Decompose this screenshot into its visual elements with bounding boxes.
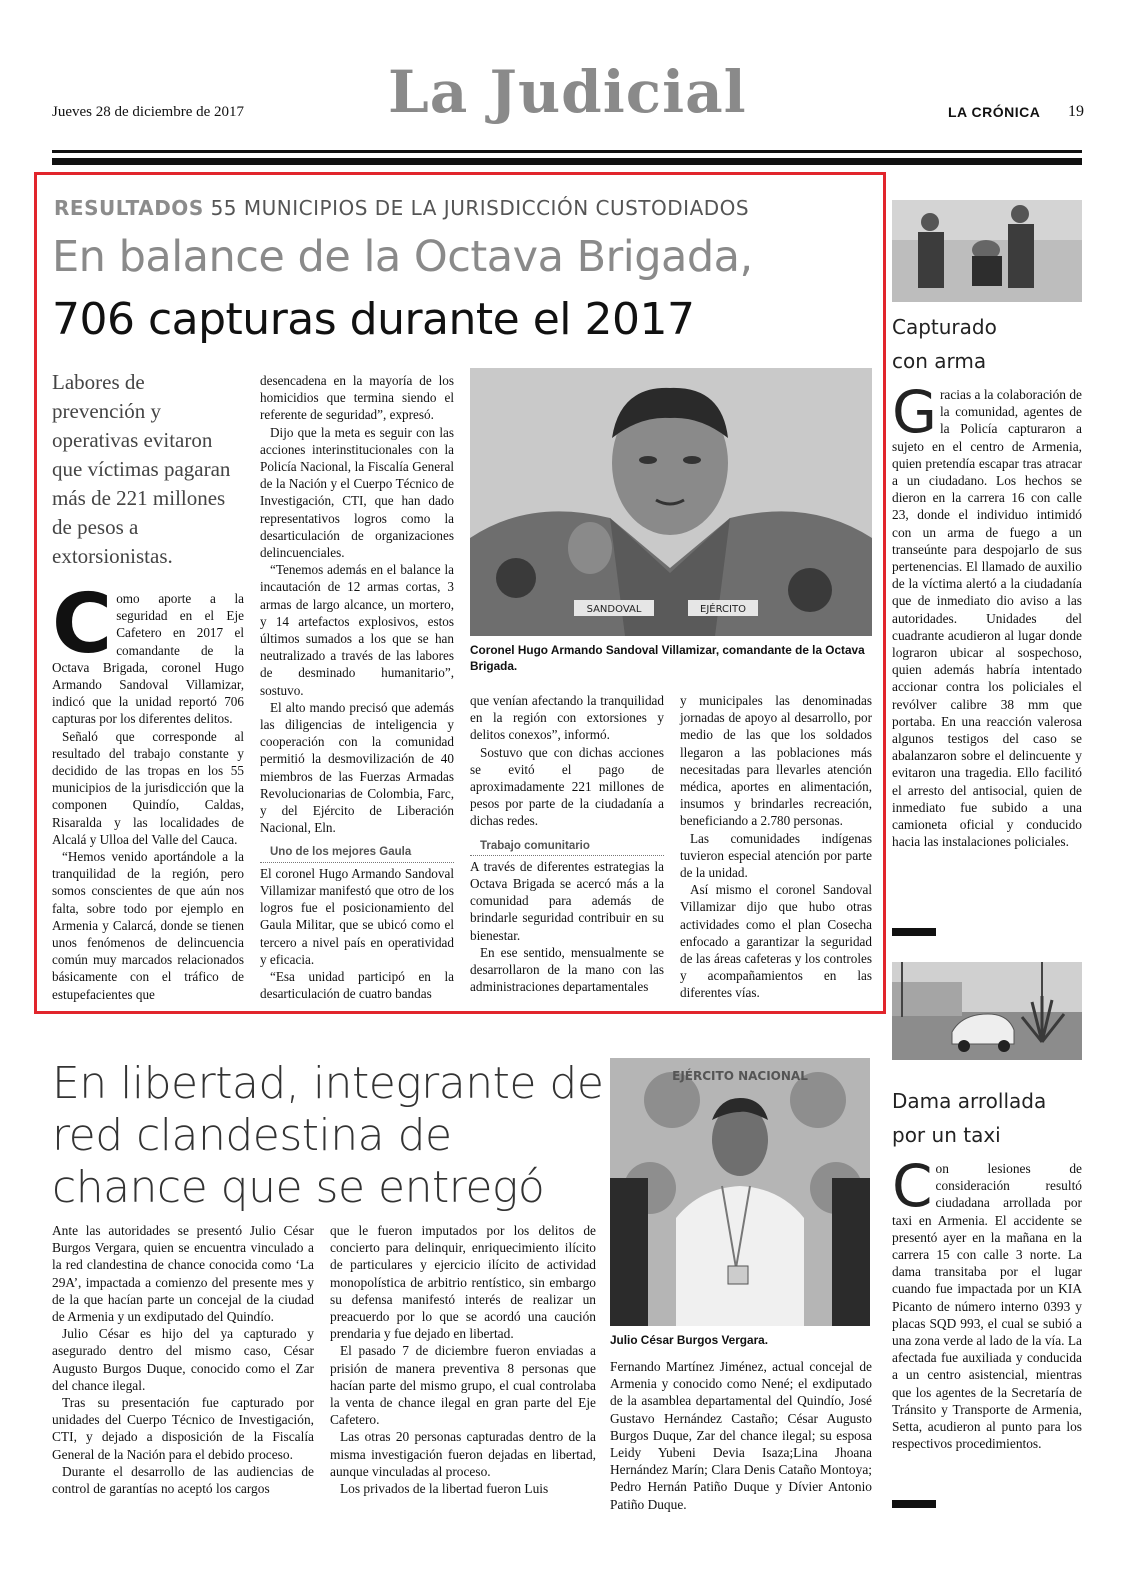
- kicker-text: 55 MUNICIPIOS DE LA JURISDICCIÓN CUSTODIADOS: [210, 196, 750, 220]
- sidebar1-title-line1: Capturado: [892, 315, 997, 339]
- main-column-2: [260, 372, 454, 1002]
- paragraph: Durante el desarrollo de las audiencias de control de garantías no aceptó los cargos: [52, 1463, 314, 1497]
- sidebar2-title: [892, 1084, 1046, 1152]
- drop-cap: C: [892, 1152, 933, 1220]
- headline-line-2: 706 capturas durante el 2017: [52, 294, 695, 345]
- burgos-photo-illustration: [610, 1058, 870, 1326]
- paragraph: que venían afectando la tranquilidad en la región con extorsiones y delitos conexos”, informó.: [470, 693, 664, 743]
- burgos-photo: [610, 1058, 870, 1326]
- issue-date: Jueves 28 de diciembre de 2017: [52, 104, 245, 120]
- main-column-4: [680, 692, 872, 1002]
- arrest-photo: [892, 200, 1082, 302]
- burgos-caption: Julio César Burgos Vergara.: [610, 1333, 769, 1347]
- paragraph: El pasado 7 de diciembre fueron enviadas a prisión de manera preventiva 8 personas que hacían parte del mismo grupo, el cual controlaba la venta de chance ilegal en gran parte del Eje Cafetero.: [330, 1343, 596, 1428]
- paragraph: En ese sentido, mensualmente se desarrollaron de la mano con las administraciones departamentales: [470, 944, 664, 995]
- second-column-3: [610, 1358, 872, 1513]
- photo-caption: Coronel Hugo Armando Sandoval Villamizar, comandante de la Octava Brigada.: [470, 643, 865, 673]
- paragraph: Julio César es hijo del ya capturado y asegurado dentro del mismo caso, César Augusto Burgos Duque, conocido como el Zar del chance ilegal.: [52, 1326, 314, 1393]
- colonel-photo: [470, 368, 872, 636]
- headline-line-1: En balance de la Octava Brigada,: [52, 232, 753, 282]
- paragraph: omo aporte a la seguridad en el Eje Cafetero en 2017 el comandante de la Octava Brigada, coronel Hugo Armando Sandoval Villamizar, indicó que la unidad reportó 706 capturas por los diferentes delitos.: [52, 591, 244, 727]
- paragraph: Dijo que la meta es seguir con las acciones interinstitucionales con la Policía Nacional, la Fiscalía General de la Nación y el Cuerpo Técnico de Investigación, CTI, que han dado representativos logros como la desarticulación de organizaciones delincuenciales.: [260, 424, 454, 561]
- paragraph: Señaló que corresponde al resultado del trabajo constante y decidido de las tropas en los 55 municipios de la jurisdicción que la componen Quindío, Caldas, Risaralda y las localidades de Alcalá y Ulloa del Valle del Cauca.: [52, 728, 244, 847]
- second-column-1: [52, 1222, 314, 1497]
- paragraph: A través de diferentes estrategias la Octava Brigada se acercó más a la comunidad para además de brindarle seguridad contribuir en su bienestar.: [470, 858, 664, 943]
- page-number: 19: [1068, 103, 1084, 120]
- subhead: Uno de los mejores Gaula: [260, 844, 454, 862]
- paragraph: “Esa unidad participó en la desarticulación de cuatro bandas: [260, 968, 454, 1002]
- main-column-3: [470, 692, 664, 995]
- paragraph: Fernando Martínez Jiménez, actual concejal de Armenia y conocido como Nené; el exdiputado de la asamblea departamental del Quindío, José Gustavo Hernández Castaño; César Augusto Burgos Duque, Zar del chance ilegal; su esposa Leidy Yubeni Devia Isaza;Lina Jhoana Hernández Marín; Clara Denis Cataño Montoya; Pedro Hernán Patiño Duque y Dívier Antonio Patiño Duque.: [610, 1359, 872, 1512]
- paragraph: y municipales las denominadas jornadas de apoyo al desarrollo, por medio de las que los soldados llegaron a las poblaciones más necesitadas para llevarles atención médica, aportes en alimentación, insumos y brindarles recreación, beneficiando a 2.780 personas.: [680, 693, 872, 829]
- sidebar-end-mark: [892, 1500, 936, 1508]
- kicker-label: RESULTADOS: [54, 196, 204, 220]
- accident-photo-illustration: [892, 962, 1082, 1060]
- sidebar1-body: [892, 378, 1082, 850]
- second-headline: En libertad, integrante de red clandestina de chance que se entregó: [52, 1058, 604, 1213]
- subhead: Trabajo comunitario: [470, 838, 664, 856]
- paragraph: El coronel Hugo Armando Sandoval Villamizar manifestó que otro de los logros fue el posicionamiento del Gaula Militar, que se ubicó como el tercero a nivel país en operatividad y eficacia.: [260, 865, 454, 967]
- sidebar1-text: racias a la colaboración de la comunidad, agentes de la Policía capturaron a sujeto en el centro de Armenia, quien pretendía escapar tras atracar a un ciudadano. Los hechos se dieron en la carrera 16 con calle 23, donde el individuo intimidó con un arma de fuego a un transeúnte para despojarlo de sus pertenencias. El llamado de auxilio de la víctima alertó a la ciudadanía que de inmediato dio aviso a las autoridades. Unidades del cuadrante acudieron al lugar donde lograron ubicar al sospechoso, quien además habría intentado accionar contra los policiales el revólver calibre 38 mm que portaba. En una reacción valerosa algunos testigos del caso se abalanzaron sobre el delincuente y evitaron una tragedia. Ello facilitó el arresto del antisocial, quien de inmediato fue subido a una camioneta oficial y conducido hacia las instalaciones policiales.: [892, 387, 1082, 850]
- paragraph: desencadena en la mayoría de los homicidios que termina siendo el referente de seguridad”, expresó.: [260, 373, 454, 423]
- newspaper-name: LA CRÓNICA: [948, 104, 1041, 120]
- drop-cap: C: [52, 577, 113, 672]
- colonel-photo-illustration: [470, 368, 872, 636]
- arrest-photo-illustration: [892, 200, 1082, 302]
- section-title: La Judicial: [388, 58, 747, 126]
- paragraph: Los privados de la libertad fueron Luis: [340, 1481, 549, 1497]
- paragraph: que le fueron imputados por los delitos de concierto para delinquir, enriquecimiento ilícito de particulares y ejercicio ilícito de actividad monopolística de arbitrio rentístico, sin embargo su defensa manifestó interés de realizar un preacuerdo por lo que se acordó una caución prendaria y fue dejado en libertad.: [330, 1223, 596, 1342]
- sidebar2-text: on lesiones de consideración resultó ciudadana arrollada por taxi en Armenia. El accidente se presentó ayer en la mañana en la carrera 15 con calle 3 norte. La dama transitaba por el lugar cuando fue impactada por un KIA Picanto de número interno 0393 y placas SQD 993, el cual se subió a una zona verde al lado de la vía. La afectada fue auxiliada y conducida a un centro asistencial, mientras que los agentes de la Secretaría de Tránsito y Transporte de Armenia, Setta, acudieron al punto para los respectivos procedimientos.: [892, 1161, 1082, 1452]
- paragraph: Ante las autoridades se presentó Julio César Burgos Vergara, quien se encuentra vinculado a la red clandestina de chance conocida como ‘La 29A’, impactada a comienzo del presente mes y de la que hacían parte un concejal de la ciudad de Armenia y un exdiputado del Quindío.: [52, 1223, 314, 1325]
- paragraph: Las otras 20 personas capturadas dentro de la misma investigación fueron dejadas en libertad, aunque vinculadas al proceso.: [330, 1429, 596, 1479]
- photo-patch-left: SANDOVAL: [586, 604, 642, 615]
- sidebar2-body: [892, 1152, 1082, 1452]
- photo-banner: EJÉRCITO NACIONAL: [672, 1069, 808, 1083]
- paragraph: Sostuvo que con dichas acciones se evitó el pago de aproximadamente 221 millones de pesos por parte de la ciudadanía a dichas redes.: [470, 744, 664, 829]
- paragraph: “Tenemos además en el balance la incautación de 12 armas cortas, 3 armas de largo alcance, un mortero, y 14 artefactos explosivos, estos últimos sumados a los que se han neutralizado a través de las labores de desminado humanitario”, sostuvo.: [260, 562, 454, 698]
- paragraph: Tras su presentación fue capturado por unidades del Cuerpo Técnico de Investigación, CTI, y dejado a disposición de la Fiscalía General de la Nación para el debido proceso.: [52, 1395, 314, 1462]
- drop-cap: G: [892, 378, 937, 446]
- second-column-2: [330, 1222, 596, 1497]
- sidebar1-title-line2: con arma: [892, 349, 987, 373]
- paragraph: Las comunidades indígenas tuvieron especial atención por parte de la unidad.: [680, 830, 872, 881]
- paragraph: “Hemos venido aportándole a la tranquilidad de la región, pero somos conscientes de que aún nos falta, sobre todo por ejemplo en Armenia y Calarcá, donde se tienen unos fenómenos de delincuencia común muy marcados relacionados básicamente con el tráfico de estupefacientes que: [52, 849, 244, 1002]
- paragraph: Así mismo el coronel Sandoval Villamizar dijo que hubo otras actividades como el plan Cosecha enfocado a garantizar la seguridad de las áreas cafeteras y los controles y acompañamientos en las diferentes vías.: [680, 882, 872, 1001]
- header-rule-thick: [52, 158, 1082, 165]
- header-rule-thin: [52, 150, 1082, 153]
- sidebar2-title-line1: Dama arrollada: [892, 1089, 1047, 1113]
- sidebar1-title: [892, 310, 997, 378]
- article-lede: Labores de prevención y operativas evitaron que víctimas pagaran más de 221 millones de pesos a extorsionistas.: [52, 370, 231, 568]
- accident-photo: [892, 962, 1082, 1060]
- sidebar2-title-line2: por un taxi: [892, 1123, 1001, 1147]
- sidebar-end-mark: [892, 928, 936, 936]
- photo-patch-right: EJÉRCITO: [700, 604, 746, 615]
- paragraph: El alto mando precisó que además las diligencias de inteligencia y cooperación con la comunidad permitió la desmovilización de 40 miembros de las Fuerzas Armadas Revolucionarias de Colombia, Farc, y del Ejército de Liberación Nacional, Eln.: [260, 699, 454, 836]
- main-column-1: [52, 577, 244, 1003]
- article-kicker: [54, 196, 749, 220]
